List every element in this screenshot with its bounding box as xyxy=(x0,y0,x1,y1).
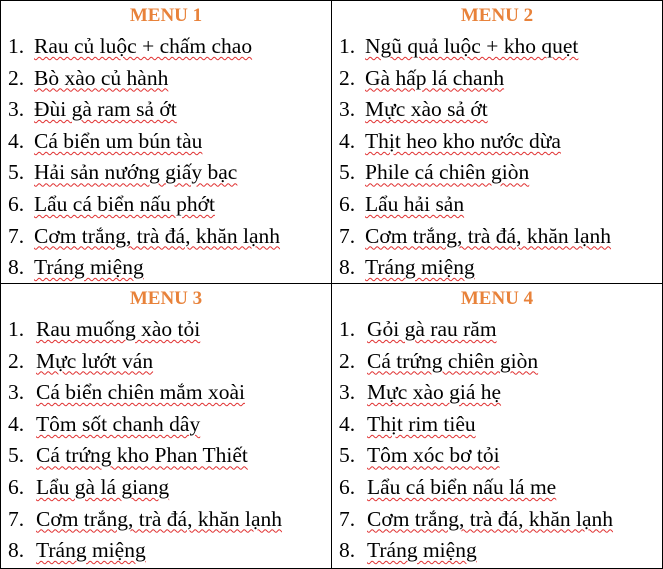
menu-item xyxy=(339,189,662,221)
menu-item xyxy=(339,535,662,567)
menu-item xyxy=(8,221,331,253)
menu-title: MENU 1 xyxy=(129,5,203,26)
menu-item-number: 4. xyxy=(339,128,356,153)
menu-item xyxy=(339,126,662,158)
menu-4-cell xyxy=(332,284,662,568)
menu-item-number: 4. xyxy=(8,411,25,436)
menu-item-number: 8. xyxy=(8,538,25,563)
menu-item xyxy=(8,314,331,346)
menu-item-text: Hải sản nướng giấy bạc xyxy=(34,160,238,185)
menu-item-number: 6. xyxy=(8,191,25,216)
menu-item-text: Cơm trắng, trà đá, khăn lạnh xyxy=(365,223,612,248)
menu-item-text: Cơm trắng, trà đá, khăn lạnh xyxy=(36,506,283,531)
menu-item xyxy=(339,440,662,472)
menu-1-cell xyxy=(1,1,332,284)
menu-item-number: 7. xyxy=(339,223,356,248)
menu-item-text: Ngũ quả luộc + kho quẹt xyxy=(365,34,579,58)
menu-item-text: Lẩu cá biển nấu lá me xyxy=(367,474,557,499)
menu-item xyxy=(8,94,331,126)
menu-item-number: 5. xyxy=(8,160,25,185)
menu-item xyxy=(339,377,662,409)
menu-item xyxy=(8,440,331,472)
menu-item-text: Cơm trắng, trà đá, khăn lạnh xyxy=(367,506,614,531)
menu-item xyxy=(8,189,331,221)
menu-item-number: 6. xyxy=(8,474,25,499)
menu-title: MENU 4 xyxy=(460,288,534,309)
menu-item-number: 3. xyxy=(8,97,25,122)
menu-item-text: Mực xào giá hẹ xyxy=(367,380,502,405)
menu-item xyxy=(339,63,662,95)
menu-item xyxy=(8,377,331,409)
menu-item-text: Thịt heo kho nước dừa xyxy=(365,128,561,153)
menu-item-number: 6. xyxy=(339,191,356,216)
menu-item-text: Cá trứng kho Phan Thiết xyxy=(36,443,248,468)
menu-item xyxy=(8,472,331,504)
menu-item-text: Đùi gà ram sả ớt xyxy=(34,97,177,122)
menu-item xyxy=(339,346,662,378)
menu-item-text: Lẩu gà lá giang xyxy=(36,474,170,499)
menu-item-number: 1. xyxy=(8,34,25,58)
menu-item-text: Cơm trắng, trà đá, khăn lạnh xyxy=(34,223,281,248)
menu-item-number: 4. xyxy=(8,128,25,153)
menu-item xyxy=(8,126,331,158)
menu-item-text: Bò xào củ hành xyxy=(34,65,169,90)
menu-item-number: 1. xyxy=(339,34,356,58)
menu-item-number: 5. xyxy=(339,443,356,468)
menu-item xyxy=(8,409,331,441)
menu-item-text: Mực lướt ván xyxy=(36,348,154,373)
menu-item-text: Gà hấp lá chanh xyxy=(365,65,505,90)
menu-item-text: Mực xào sả ớt xyxy=(365,97,488,122)
menu-item-text: Lẩu cá biển nấu phớt xyxy=(34,191,215,216)
menu-item-text: Thịt rim tiêu xyxy=(367,411,476,436)
menu-item-number: 2. xyxy=(339,348,356,373)
menu-item-number: 5. xyxy=(8,443,25,468)
menu-title: MENU 2 xyxy=(460,5,534,26)
menu-item-number: 2. xyxy=(8,65,25,90)
menu-item-number: 4. xyxy=(339,411,356,436)
menu-item xyxy=(8,535,331,567)
menu-item-number: 8. xyxy=(339,255,356,280)
menu-item-number: 3. xyxy=(8,380,25,405)
menu-item-text: Rau muống xào tỏi xyxy=(36,317,201,341)
menu-item-text: Tôm sốt chanh dây xyxy=(36,411,201,436)
menu-item xyxy=(339,157,662,189)
menu-item xyxy=(339,504,662,536)
menu-item xyxy=(8,252,331,284)
menu-item-text: Cá biển um bún tàu xyxy=(34,128,203,153)
menu-item-text: Tráng miệng xyxy=(365,255,475,280)
menu-item-text: Rau củ luộc + chấm chao xyxy=(34,34,253,58)
menu-item-number: 8. xyxy=(339,538,356,563)
menu-item xyxy=(8,504,331,536)
menu-item-text: Tráng miệng xyxy=(34,255,144,280)
menu-item-number: 2. xyxy=(8,348,25,373)
menu-item-text: Tôm xóc bơ tỏi xyxy=(367,443,500,468)
menu-item-number: 8. xyxy=(8,255,25,280)
menu-item-number: 1. xyxy=(339,317,356,341)
menu-item xyxy=(8,157,331,189)
menu-title: MENU 3 xyxy=(129,288,203,309)
menu-item xyxy=(339,94,662,126)
menu-item-text: Phile cá chiên giòn xyxy=(365,160,530,185)
menu-item-number: 1. xyxy=(8,317,25,341)
menu-item-number: 6. xyxy=(339,474,356,499)
menu-item-text: Gỏi gà rau răm xyxy=(367,317,497,341)
menu-item-number: 7. xyxy=(8,506,25,531)
menu-item-text: Cá trứng chiên giòn xyxy=(367,348,539,373)
menu-item-text: Tráng miệng xyxy=(36,538,146,563)
menu-item-number: 2. xyxy=(339,65,356,90)
menu-item xyxy=(339,472,662,504)
menu-item-number: 7. xyxy=(8,223,25,248)
menu-item xyxy=(339,221,662,253)
menu-item xyxy=(8,346,331,378)
menu-item-text: Cá biển chiên mắm xoài xyxy=(36,380,245,405)
menu-item-number: 7. xyxy=(339,506,356,531)
menu-item xyxy=(339,252,662,284)
menu-3-cell xyxy=(1,284,332,568)
menu-item-number: 5. xyxy=(339,160,356,185)
menu-item-text: Lẩu hải sản xyxy=(365,191,465,216)
menu-item xyxy=(339,314,662,346)
menu-item-text: Tráng miệng xyxy=(367,538,477,563)
menu-item xyxy=(8,31,331,63)
menu-item-number: 3. xyxy=(339,380,356,405)
menu-item xyxy=(8,63,331,95)
menu-2-cell xyxy=(332,1,662,284)
menu-item xyxy=(339,409,662,441)
menu-item xyxy=(339,31,662,63)
menu-item-number: 3. xyxy=(339,97,356,122)
